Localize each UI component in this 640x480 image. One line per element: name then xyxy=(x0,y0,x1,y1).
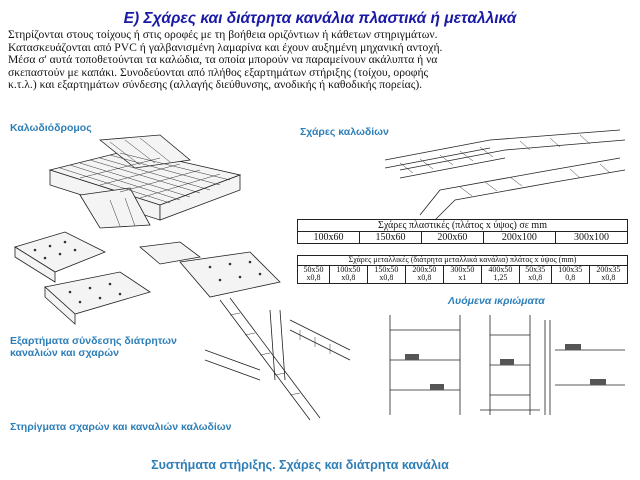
label-fittings-line2: καναλιών και σχαρών xyxy=(10,347,119,359)
supports-illustration xyxy=(200,290,360,430)
plastic-table-header: Σχάρες πλαστικές (πλάτος x ύψος) σε mm xyxy=(298,220,628,232)
label-fittings xyxy=(10,335,177,359)
metal-table-cell: 100x35 0,8 xyxy=(551,265,589,283)
plastic-table-cell: 200x100 xyxy=(483,232,555,244)
footer-caption: Συστήματα στήριξης. Σχάρες και διάτρητα κανάλια xyxy=(151,458,449,472)
metal-table-header: Σχάρες μεταλλικές (διάτρητα μεταλλικά κανάλια) πλάτος x ύψος (mm) xyxy=(298,256,628,266)
plastic-table-cell: 200x60 xyxy=(421,232,483,244)
paragraph-line: κ.τ.λ.) και εξαρτημάτων σύνδεσης (αλλαγής διεύθυνσης, ανοδικής ή καθοδικής πορείας). xyxy=(8,78,423,92)
plastic-table-cell: 300x100 xyxy=(555,232,627,244)
metal-table-cell: 100x50 x0,8 xyxy=(329,265,367,283)
label-cable-tray: Καλωδιόδρομος xyxy=(10,122,92,134)
label-cable-ladders: Σχάρες καλωδίων xyxy=(300,126,389,138)
plastic-table-cell: 100x60 xyxy=(298,232,360,244)
paragraph-line: σκεπαστούν με καπάκι. Συνοδεύονται από πλήθος εξαρτημάτων στήριξης (τοίχου, οροφής xyxy=(8,65,429,79)
metal-trays-table xyxy=(297,255,628,284)
scaffolds-illustration xyxy=(385,310,630,420)
label-supports: Στηρίγματα σχαρών και καναλιών καλωδίων xyxy=(10,421,232,433)
paragraph-line: Μέσα σ' αυτά τοποθετούνται τα καλώδια, τα οποία μπορούν να παραμείνουν ακάλυπτα ή να xyxy=(8,53,438,67)
cable-ladder-illustration xyxy=(380,130,630,220)
label-fittings-line1: Εξαρτήματα σύνδεσης διάτρητων xyxy=(10,335,177,347)
paragraph-line: Στηρίζονται στους τοίχους ή στις οροφές με τη βοήθεια οριζόντιων ή κάθετων στηριγμάτων. xyxy=(8,28,438,41)
metal-table-cell: 400x50 1,25 xyxy=(481,265,519,283)
page-title: Ε) Σχάρες και διάτρητα κανάλια πλαστικά ή μεταλλικά xyxy=(123,10,517,27)
metal-table-cell: 200x50 x0,8 xyxy=(405,265,443,283)
metal-table-cell: 50x50 x0,8 xyxy=(298,265,330,283)
metal-table-cell: 150x50 x0,8 xyxy=(367,265,405,283)
plastic-table-cell: 150x60 xyxy=(359,232,421,244)
cable-tray-cross-illustration xyxy=(40,130,250,230)
paragraph-line: Κατασκευάζονται από PVC ή γαλβανισμένη λαμαρίνα και έχουν αυξημένη μηχανική αντοχή. xyxy=(8,40,443,54)
metal-table-cell: 50x35 x0,8 xyxy=(519,265,551,283)
metal-table-cell: 200x35 x0,8 xyxy=(589,265,627,283)
label-scaffolds: Λυόμενα ικριώματα xyxy=(448,295,545,307)
intro-paragraph xyxy=(8,29,634,92)
metal-table-cell: 300x50 x1 xyxy=(443,265,481,283)
plastic-trays-table xyxy=(297,219,628,244)
